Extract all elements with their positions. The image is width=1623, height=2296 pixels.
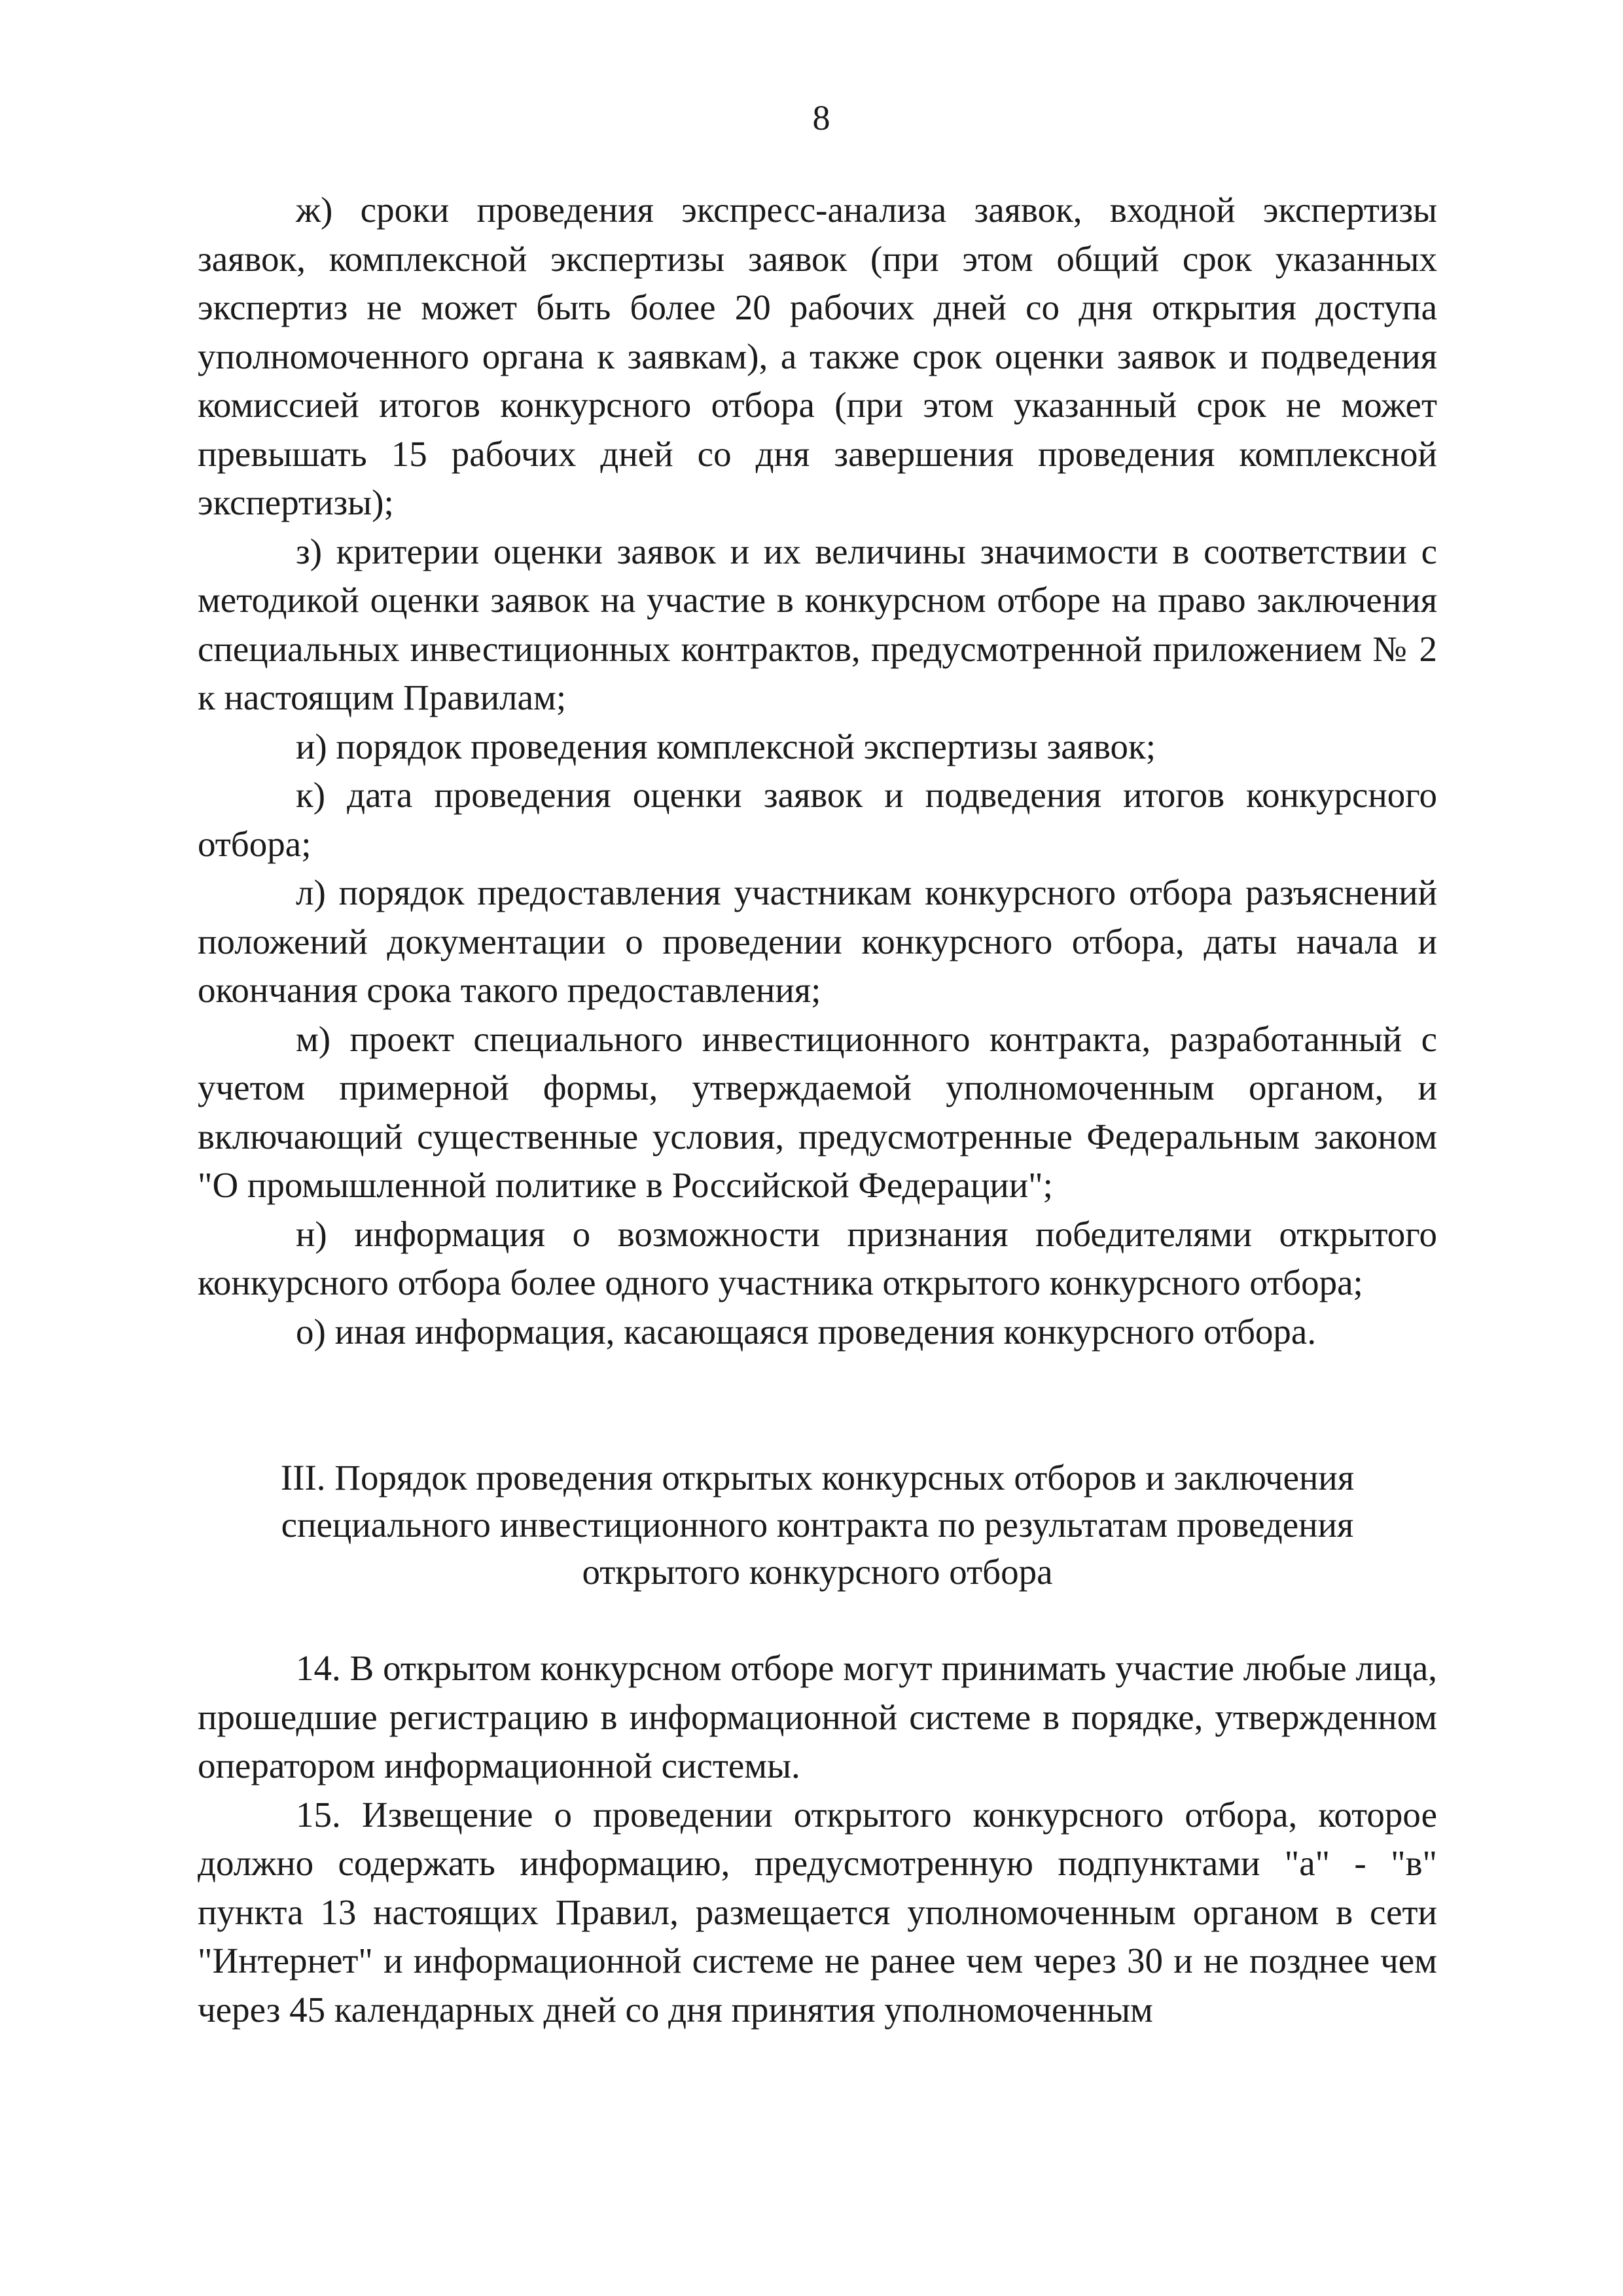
- paragraph-15: 15. Извещение о проведении открытого конкурсного отбора, которое должно содержать информацию, предусмотренную подпунктами "а" - "в" пункта 13 настоящих Правил, размещается уполномоченным органом в сети "Интернет" и информационной системе не ранее чем через 30 и не позднее чем через 45 календарных дней со дня принятия уполномоченным: [198, 1794, 1437, 2030]
- paragraph-n: н) информация о возможности признания победителями открытого конкурсного отбора более одного участника открытого конкурсного отбора;: [198, 1213, 1437, 1302]
- paragraph-z: з) критерии оценки заявок и их величины значимости в соответствии с методикой оценки заявок на участие в конкурсном отборе на право заключения специальных инвестиционных контрактов, предусмотренной приложением № 2 к настоящим Правилам;: [198, 531, 1437, 717]
- paragraph-l: л) порядок предоставления участникам конкурсного отбора разъяснений положений документации о проведении конкурсного отбора, даты начала и окончания срока такого предоставления;: [198, 872, 1437, 1010]
- paragraph-m: м) проект специального инвестиционного контракта, разработанный с учетом примерной формы, утверждаемой уполномоченным органом, и включающий существенные условия, предусмотренные Федеральным законом "О промышленной политике в Российской Федерации";: [198, 1018, 1437, 1205]
- section-heading: [198, 1454, 1437, 1596]
- paragraph-14: 14. В открытом конкурсном отборе могут принимать участие любые лица, прошедшие регистрацию в информационной системе в порядке, утвержденном оператором информационной системы.: [198, 1648, 1437, 1785]
- section-body: [198, 1644, 1437, 2034]
- section-heading-line-1: III. Порядок проведения открытых конкурсных отборов и заключения: [280, 1458, 1355, 1498]
- list-items-block: [198, 186, 1437, 1356]
- section-heading-line-2: специального инвестиционного контракта по результатам проведения: [281, 1505, 1354, 1545]
- paragraph-k: к) дата проведения оценки заявок и подведения итогов конкурсного отбора;: [198, 775, 1437, 864]
- page-number: 8: [812, 98, 830, 137]
- paragraph-i: и) порядок проведения комплексной экспертизы заявок;: [296, 726, 1156, 766]
- paragraph-zh: ж) сроки проведения экспресс-анализа заявок, входной экспертизы заявок, комплексной экспертизы заявок (при этом общий срок указанных экспертиз не может быть более 20 рабочих дней со дня открытия доступа уполномоченного органа к заявкам), а также срок оценки заявок и подведения комиссией итогов конкурсного отбора (при этом указанный срок не может превышать 15 рабочих дней со дня завершения проведения комплексной экспертизы);: [198, 190, 1437, 522]
- section-heading-line-3: открытого конкурсного отбора: [582, 1552, 1053, 1592]
- paragraph-o: о) иная информация, касающаяся проведения конкурсного отбора.: [296, 1311, 1317, 1352]
